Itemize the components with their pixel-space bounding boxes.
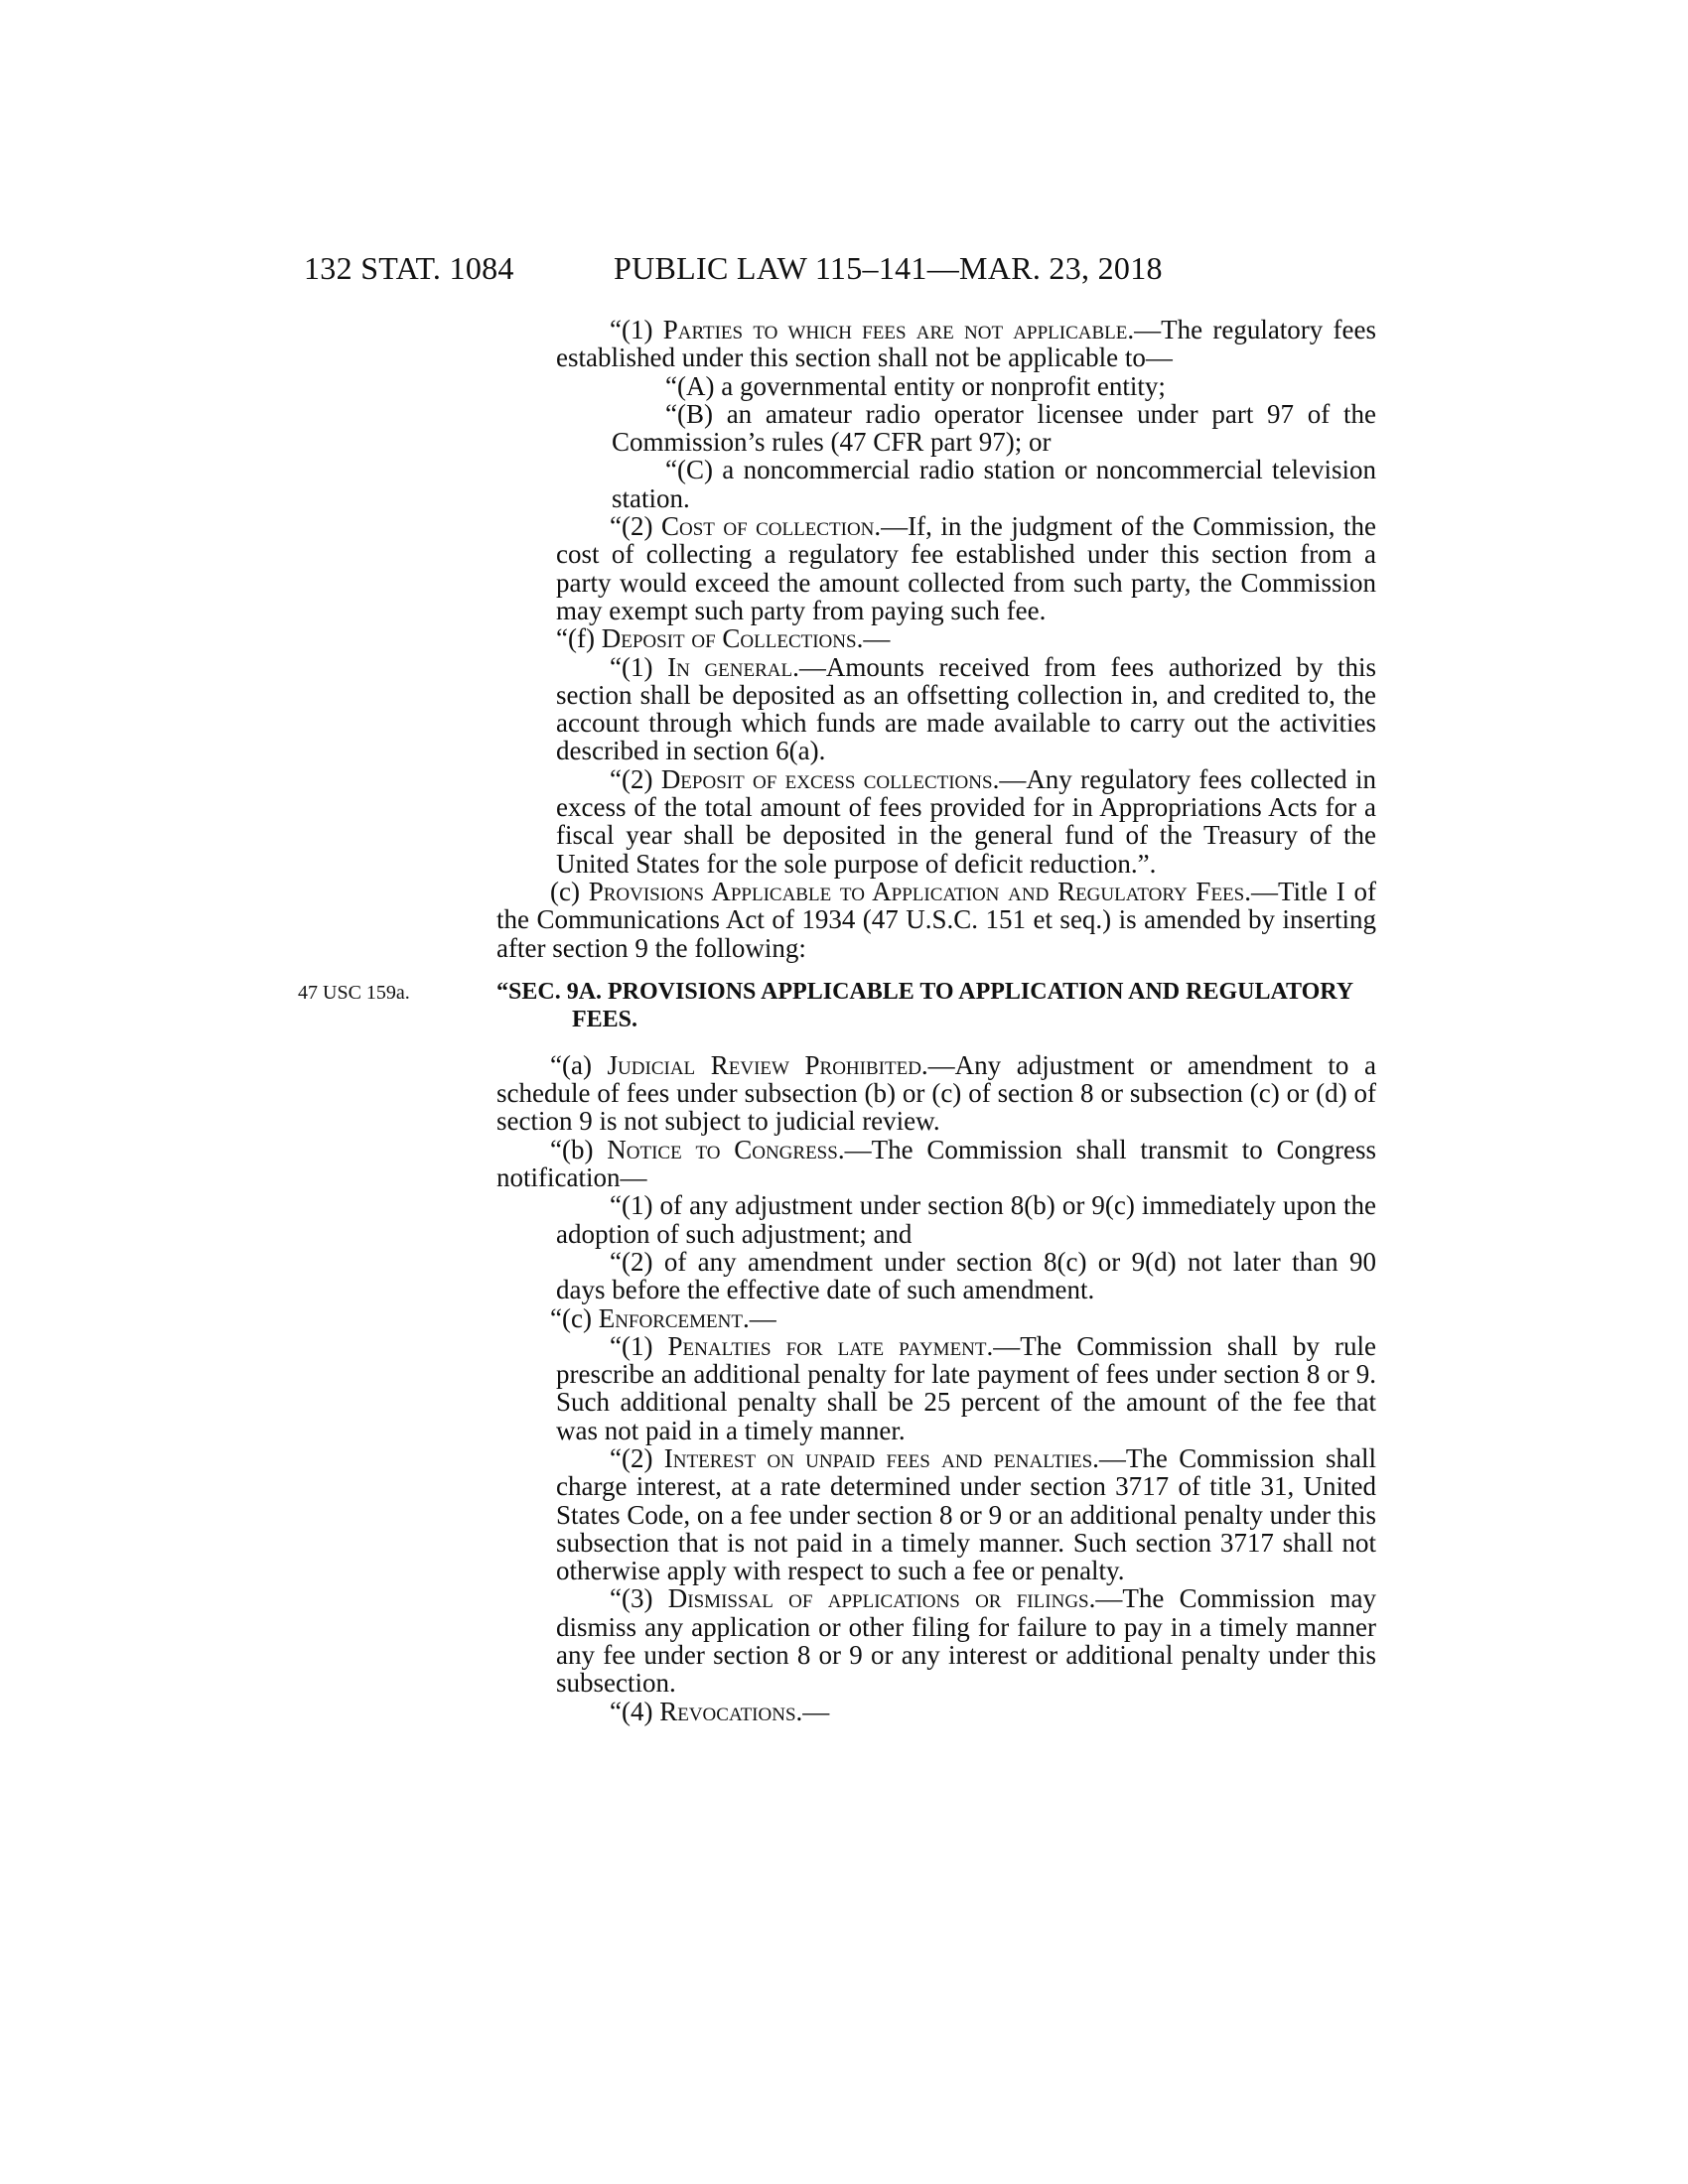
section-heading: 47 USC 159a. “SEC. 9A. PROVISIONS APPLICABLE TO APPLICATION AND REGULATORY FEES. [298,978,1353,1032]
paragraph: “(2) Deposit of excess collections.—Any regulatory fees collected in excess of the total amount of fees provided for in Appropriations Acts for a fiscal year shall be deposited in the general fund of the Treasury of the United States for the sole purpose of deficit reduction.”. [556,763,1377,879]
paragraph: “(4) Revocations.— [610,1696,830,1726]
paragraph: “(C) a noncommercial radio station or noncommercial television station. [612,455,1376,513]
paragraph: “(1) In general.—Amounts received from fees authorized by this section shall be deposited as an offsetting collection in, and credited to, the account through which funds are made available to carry out the activities described in section 6(a). [556,651,1376,766]
page-header [304,250,1163,287]
paragraph: “(1) Penalties for late payment.—The Commission shall by rule prescribe an additional penalty for late payment of fees under section 8 or 9. Such additional penalty shall be 25 percent of the amount of the fee that was not paid in a timely manner. [556,1330,1376,1445]
paragraph: “(1) Parties to which fees are not applicable.—The regulatory fees established under this section shall not be applicable to— [556,315,1377,373]
paragraph: “(A) a governmental entity or nonprofit entity; [665,370,1166,401]
paragraph: “(f) Deposit of Collections.— [556,623,891,654]
paragraph: “(c) Enforcement.— [550,1302,776,1333]
paragraph: “(3) Dismissal of applications or filings.—The Commission may dismiss any application or other filing for failure to pay in a timely manner any fee under section 8 or 9 or any interest or additional penalty under this subsection. [556,1583,1376,1699]
paragraph: “(2) Cost of collection.—If, in the judgment of the Commission, the cost of collecting a regulatory fee established under this section from a party would exceed the amount collected from such party, the Commission may exempt such party from paying such fee. [556,511,1377,625]
paragraph: “(b) Notice to Congress.—The Commission shall transmit to Congress notification— [496,1134,1376,1193]
page-number: 132 STAT. 1084 [304,250,514,286]
document-body [298,315,1377,1726]
paragraph: “(B) an amateur radio operator licensee under part 97 of the Commission’s rules (47 CFR part 97); or [612,398,1376,458]
paragraph: “(1) of any adjustment under section 8(b) or 9(c) immediately upon the adoption of such adjustment; and [556,1190,1376,1249]
paragraph: “(2) Interest on unpaid fees and penalties.—The Commission shall charge interest, at a rate determined under section 3717 of title 31, United States Code, on a fee under section 8 or 9 or an additional penalty under this subsection that is not paid in a timely manner. Such section 3717 shall not otherwise apply with respect to such a fee or penalty. [556,1442,1377,1586]
paragraph: “(a) Judicial Review Prohibited.—Any adjustment or amendment to a schedule of fees under subsection (b) or (c) of section 8 or subsection (c) or (d) of section 9 is not subject to judicial review. [496,1049,1377,1137]
paragraph: (c) Provisions Applicable to Application and Regulatory Fees.—Title I of the Communications Act of 1934 (47 U.S.C. 151 et seq.) is amended by inserting after section 9 the following: [496,876,1376,963]
margin-citation: 47 USC 159a. [298,981,410,1004]
paragraph: “(2) of any amendment under section 8(c) or 9(d) not later than 90 days before the effective date of such amendment. [556,1246,1376,1305]
running-title: PUBLIC LAW 115–141—MAR. 23, 2018 [614,250,1163,286]
